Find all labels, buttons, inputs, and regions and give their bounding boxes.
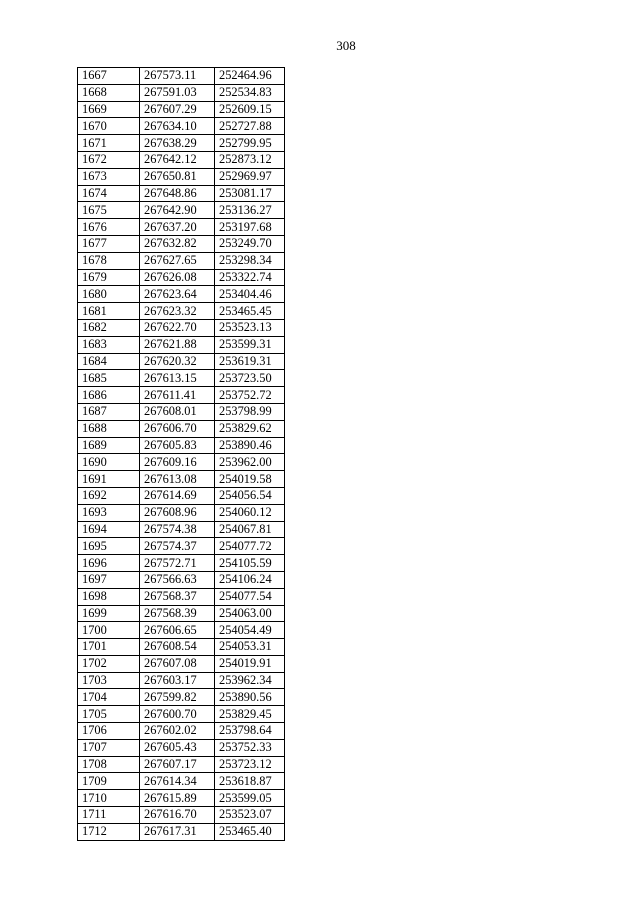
y-coordinate-cell: 253890.46 bbox=[215, 437, 285, 454]
point-number-cell: 1704 bbox=[78, 689, 140, 706]
x-coordinate-cell: 267609.16 bbox=[140, 454, 215, 471]
coordinates-table bbox=[77, 67, 285, 841]
x-coordinate-cell: 267623.64 bbox=[140, 286, 215, 303]
point-number-cell: 1679 bbox=[78, 269, 140, 286]
table-row bbox=[78, 723, 285, 740]
y-coordinate-cell: 254077.54 bbox=[215, 588, 285, 605]
y-coordinate-cell: 254105.59 bbox=[215, 555, 285, 572]
point-number-cell: 1701 bbox=[78, 639, 140, 656]
table-row bbox=[78, 588, 285, 605]
point-number-cell: 1689 bbox=[78, 437, 140, 454]
table-row bbox=[78, 823, 285, 840]
point-number-cell: 1686 bbox=[78, 387, 140, 404]
point-number-cell: 1710 bbox=[78, 790, 140, 807]
x-coordinate-cell: 267632.82 bbox=[140, 235, 215, 252]
table-row bbox=[78, 303, 285, 320]
table-row bbox=[78, 487, 285, 504]
x-coordinate-cell: 267616.70 bbox=[140, 807, 215, 824]
y-coordinate-cell: 254063.00 bbox=[215, 605, 285, 622]
x-coordinate-cell: 267642.12 bbox=[140, 151, 215, 168]
table-row bbox=[78, 319, 285, 336]
y-coordinate-cell: 254056.54 bbox=[215, 487, 285, 504]
point-number-cell: 1705 bbox=[78, 706, 140, 723]
table-row bbox=[78, 521, 285, 538]
y-coordinate-cell: 254054.49 bbox=[215, 622, 285, 639]
x-coordinate-cell: 267613.08 bbox=[140, 471, 215, 488]
y-coordinate-cell: 254067.81 bbox=[215, 521, 285, 538]
point-number-cell: 1688 bbox=[78, 420, 140, 437]
table-row bbox=[78, 269, 285, 286]
point-number-cell: 1698 bbox=[78, 588, 140, 605]
x-coordinate-cell: 267566.63 bbox=[140, 571, 215, 588]
table-row bbox=[78, 739, 285, 756]
table-row bbox=[78, 101, 285, 118]
y-coordinate-cell: 253249.70 bbox=[215, 235, 285, 252]
y-coordinate-cell: 254060.12 bbox=[215, 504, 285, 521]
point-number-cell: 1674 bbox=[78, 185, 140, 202]
table-row bbox=[78, 790, 285, 807]
table-row bbox=[78, 454, 285, 471]
table-row bbox=[78, 689, 285, 706]
y-coordinate-cell: 253829.62 bbox=[215, 420, 285, 437]
point-number-cell: 1695 bbox=[78, 538, 140, 555]
point-number-cell: 1684 bbox=[78, 353, 140, 370]
point-number-cell: 1706 bbox=[78, 723, 140, 740]
y-coordinate-cell: 252969.97 bbox=[215, 168, 285, 185]
y-coordinate-cell: 252799.95 bbox=[215, 135, 285, 152]
point-number-cell: 1669 bbox=[78, 101, 140, 118]
x-coordinate-cell: 267605.43 bbox=[140, 739, 215, 756]
point-number-cell: 1672 bbox=[78, 151, 140, 168]
x-coordinate-cell: 267602.02 bbox=[140, 723, 215, 740]
x-coordinate-cell: 267614.34 bbox=[140, 773, 215, 790]
point-number-cell: 1677 bbox=[78, 235, 140, 252]
point-number-cell: 1671 bbox=[78, 135, 140, 152]
y-coordinate-cell: 253465.40 bbox=[215, 823, 285, 840]
y-coordinate-cell: 253890.56 bbox=[215, 689, 285, 706]
table-row bbox=[78, 807, 285, 824]
y-coordinate-cell: 253618.87 bbox=[215, 773, 285, 790]
x-coordinate-cell: 267648.86 bbox=[140, 185, 215, 202]
x-coordinate-cell: 267573.11 bbox=[140, 68, 215, 85]
x-coordinate-cell: 267621.88 bbox=[140, 336, 215, 353]
y-coordinate-cell: 253322.74 bbox=[215, 269, 285, 286]
point-number-cell: 1700 bbox=[78, 622, 140, 639]
table-row bbox=[78, 437, 285, 454]
table-row bbox=[78, 538, 285, 555]
x-coordinate-cell: 267611.41 bbox=[140, 387, 215, 404]
table-row bbox=[78, 219, 285, 236]
y-coordinate-cell: 254077.72 bbox=[215, 538, 285, 555]
y-coordinate-cell: 252609.15 bbox=[215, 101, 285, 118]
table-row bbox=[78, 353, 285, 370]
point-number-cell: 1685 bbox=[78, 370, 140, 387]
y-coordinate-cell: 254053.31 bbox=[215, 639, 285, 656]
y-coordinate-cell: 253829.45 bbox=[215, 706, 285, 723]
y-coordinate-cell: 253962.34 bbox=[215, 672, 285, 689]
table-row bbox=[78, 773, 285, 790]
x-coordinate-cell: 267603.17 bbox=[140, 672, 215, 689]
x-coordinate-cell: 267642.90 bbox=[140, 202, 215, 219]
x-coordinate-cell: 267608.54 bbox=[140, 639, 215, 656]
table-row bbox=[78, 235, 285, 252]
page-number: 308 bbox=[336, 38, 356, 53]
table-row bbox=[78, 135, 285, 152]
point-number-cell: 1708 bbox=[78, 756, 140, 773]
table-row bbox=[78, 420, 285, 437]
point-number-cell: 1690 bbox=[78, 454, 140, 471]
point-number-cell: 1697 bbox=[78, 571, 140, 588]
table-row bbox=[78, 118, 285, 135]
table-row bbox=[78, 68, 285, 85]
table-row bbox=[78, 202, 285, 219]
point-number-cell: 1670 bbox=[78, 118, 140, 135]
y-coordinate-cell: 253752.72 bbox=[215, 387, 285, 404]
table-row bbox=[78, 84, 285, 101]
x-coordinate-cell: 267650.81 bbox=[140, 168, 215, 185]
x-coordinate-cell: 267637.20 bbox=[140, 219, 215, 236]
y-coordinate-cell: 253962.00 bbox=[215, 454, 285, 471]
table-row bbox=[78, 387, 285, 404]
y-coordinate-cell: 253081.17 bbox=[215, 185, 285, 202]
x-coordinate-cell: 267634.10 bbox=[140, 118, 215, 135]
x-coordinate-cell: 267607.08 bbox=[140, 655, 215, 672]
table-row bbox=[78, 185, 285, 202]
y-coordinate-cell: 253798.64 bbox=[215, 723, 285, 740]
table-row bbox=[78, 370, 285, 387]
table-row bbox=[78, 252, 285, 269]
point-number-cell: 1681 bbox=[78, 303, 140, 320]
point-number-cell: 1692 bbox=[78, 487, 140, 504]
table-row bbox=[78, 403, 285, 420]
y-coordinate-cell: 253599.05 bbox=[215, 790, 285, 807]
point-number-cell: 1694 bbox=[78, 521, 140, 538]
point-number-cell: 1709 bbox=[78, 773, 140, 790]
y-coordinate-cell: 253298.34 bbox=[215, 252, 285, 269]
table-row bbox=[78, 151, 285, 168]
table-row bbox=[78, 622, 285, 639]
x-coordinate-cell: 267599.82 bbox=[140, 689, 215, 706]
table-row bbox=[78, 555, 285, 572]
x-coordinate-cell: 267607.29 bbox=[140, 101, 215, 118]
y-coordinate-cell: 252464.96 bbox=[215, 68, 285, 85]
point-number-cell: 1667 bbox=[78, 68, 140, 85]
y-coordinate-cell: 253599.31 bbox=[215, 336, 285, 353]
x-coordinate-cell: 267622.70 bbox=[140, 319, 215, 336]
y-coordinate-cell: 254106.24 bbox=[215, 571, 285, 588]
y-coordinate-cell: 253523.13 bbox=[215, 319, 285, 336]
x-coordinate-cell: 267568.39 bbox=[140, 605, 215, 622]
y-coordinate-cell: 253619.31 bbox=[215, 353, 285, 370]
point-number-cell: 1687 bbox=[78, 403, 140, 420]
point-number-cell: 1682 bbox=[78, 319, 140, 336]
point-number-cell: 1699 bbox=[78, 605, 140, 622]
x-coordinate-cell: 267608.01 bbox=[140, 403, 215, 420]
y-coordinate-cell: 252534.83 bbox=[215, 84, 285, 101]
x-coordinate-cell: 267620.32 bbox=[140, 353, 215, 370]
point-number-cell: 1702 bbox=[78, 655, 140, 672]
point-number-cell: 1711 bbox=[78, 807, 140, 824]
x-coordinate-cell: 267591.03 bbox=[140, 84, 215, 101]
y-coordinate-cell: 253523.07 bbox=[215, 807, 285, 824]
point-number-cell: 1675 bbox=[78, 202, 140, 219]
point-number-cell: 1696 bbox=[78, 555, 140, 572]
point-number-cell: 1668 bbox=[78, 84, 140, 101]
x-coordinate-cell: 267605.83 bbox=[140, 437, 215, 454]
y-coordinate-cell: 253197.68 bbox=[215, 219, 285, 236]
y-coordinate-cell: 254019.58 bbox=[215, 471, 285, 488]
table-row bbox=[78, 471, 285, 488]
table-row bbox=[78, 756, 285, 773]
x-coordinate-cell: 267574.37 bbox=[140, 538, 215, 555]
x-coordinate-cell: 267615.89 bbox=[140, 790, 215, 807]
y-coordinate-cell: 253723.12 bbox=[215, 756, 285, 773]
point-number-cell: 1683 bbox=[78, 336, 140, 353]
table-row bbox=[78, 639, 285, 656]
table-row bbox=[78, 504, 285, 521]
point-number-cell: 1712 bbox=[78, 823, 140, 840]
x-coordinate-cell: 267626.08 bbox=[140, 269, 215, 286]
y-coordinate-cell: 253465.45 bbox=[215, 303, 285, 320]
x-coordinate-cell: 267638.29 bbox=[140, 135, 215, 152]
table-row bbox=[78, 655, 285, 672]
table-row bbox=[78, 672, 285, 689]
table-row bbox=[78, 571, 285, 588]
point-number-cell: 1673 bbox=[78, 168, 140, 185]
table-row bbox=[78, 286, 285, 303]
x-coordinate-cell: 267606.70 bbox=[140, 420, 215, 437]
y-coordinate-cell: 253752.33 bbox=[215, 739, 285, 756]
table-row bbox=[78, 605, 285, 622]
point-number-cell: 1691 bbox=[78, 471, 140, 488]
table-row bbox=[78, 706, 285, 723]
x-coordinate-cell: 267627.65 bbox=[140, 252, 215, 269]
point-number-cell: 1676 bbox=[78, 219, 140, 236]
table-row bbox=[78, 336, 285, 353]
x-coordinate-cell: 267600.70 bbox=[140, 706, 215, 723]
point-number-cell: 1693 bbox=[78, 504, 140, 521]
y-coordinate-cell: 252873.12 bbox=[215, 151, 285, 168]
x-coordinate-cell: 267572.71 bbox=[140, 555, 215, 572]
y-coordinate-cell: 253136.27 bbox=[215, 202, 285, 219]
x-coordinate-cell: 267623.32 bbox=[140, 303, 215, 320]
y-coordinate-cell: 252727.88 bbox=[215, 118, 285, 135]
x-coordinate-cell: 267614.69 bbox=[140, 487, 215, 504]
table-row bbox=[78, 168, 285, 185]
x-coordinate-cell: 267568.37 bbox=[140, 588, 215, 605]
point-number-cell: 1703 bbox=[78, 672, 140, 689]
x-coordinate-cell: 267574.38 bbox=[140, 521, 215, 538]
y-coordinate-cell: 253723.50 bbox=[215, 370, 285, 387]
y-coordinate-cell: 254019.91 bbox=[215, 655, 285, 672]
x-coordinate-cell: 267606.65 bbox=[140, 622, 215, 639]
point-number-cell: 1680 bbox=[78, 286, 140, 303]
y-coordinate-cell: 253404.46 bbox=[215, 286, 285, 303]
y-coordinate-cell: 253798.99 bbox=[215, 403, 285, 420]
x-coordinate-cell: 267607.17 bbox=[140, 756, 215, 773]
point-number-cell: 1707 bbox=[78, 739, 140, 756]
point-number-cell: 1678 bbox=[78, 252, 140, 269]
x-coordinate-cell: 267613.15 bbox=[140, 370, 215, 387]
x-coordinate-cell: 267608.96 bbox=[140, 504, 215, 521]
x-coordinate-cell: 267617.31 bbox=[140, 823, 215, 840]
coordinates-table-body bbox=[78, 68, 285, 841]
